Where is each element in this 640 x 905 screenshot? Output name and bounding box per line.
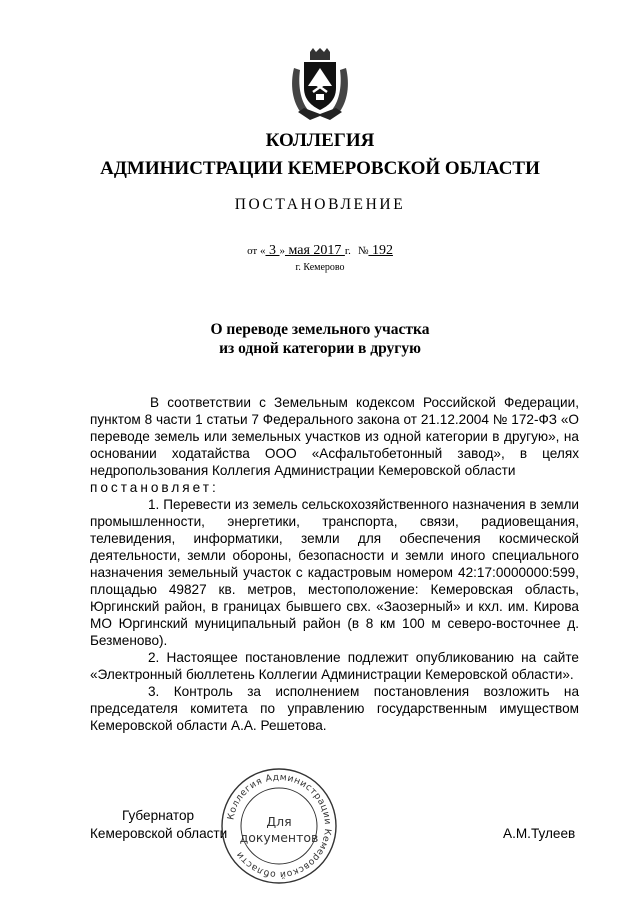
date-prefix: от « [247,245,266,257]
org-name-line1: КОЛЛЕГИЯ [265,130,375,151]
number-sign: № [357,245,369,257]
date-month-year: мая 2017 [284,243,345,258]
signer-title-line2: Кемеровской области [90,826,228,841]
subject-line2: из одной категории в другую [219,340,421,357]
stamp-ring-text: Коллегия Администрации Кемеровской области [225,771,334,881]
date-year-suffix: г. [344,245,351,257]
stamp-center-line2: документов [239,830,319,845]
signer-name: А.М.Тулеев [503,826,576,841]
official-stamp [219,766,339,886]
document-city: г. Кемерово [295,262,345,273]
item-3-paragraph: 3. Контроль за исполнением постановления возложить на председателя комитета по управлению государственным имуществом Кемеровской области А.А. Решетова. [90,684,579,733]
document-number: 192 [368,243,393,258]
coat-of-arms-icon [288,48,352,126]
date-quote-close: » [279,245,285,257]
stamp-center-line1: Для [266,814,292,829]
signer-title-line1: Губернатор [122,808,195,823]
document-body [90,394,579,734]
item-1-paragraph: 1. Перевести из земель сельскохозяйственного назначения в земли промышленности, энергетики, транспорта, связи, радиовещания, телевидения, информатики, земли для обеспечения космической деятельности, земли обороны, безопасности и земли иного специального назначения земельный участок с кадастровым номером 42:17:0000000:599, площадью 49827 кв. метров, местоположение: Кемеровская область, Юргинский район, в границах бывшего свх. «Заозерный» и кхл. им. Кирова МО Юргинский муниципальный район (в 8 км 100 м северо-восточнее д. Безменово). [90,497,579,648]
item-2-paragraph: 2. Настоящее постановление подлежит опубликованию на сайте «Электронный бюллетень Коллегии Администрации Кемеровской области». [90,650,579,682]
subject-line1: О переводе земельного участка [210,321,430,338]
date-day: 3 [265,243,280,258]
document-type-title: ПОСТАНОВЛЕНИЕ [234,196,406,213]
document-date-number [0,243,640,259]
org-name-line2: АДМИНИСТРАЦИИ КЕМЕРОВСКОЙ ОБЛАСТИ [100,158,540,179]
document-subject [0,320,640,358]
preamble-paragraph: В соответствии с Земельным кодексом Российской Федерации, пунктом 8 части 1 статьи 7 Федерального закона от 21.12.2004 № 172-ФЗ «О переводе земель или земельных участков из одной категории в другую», на основании ходатайства ООО «Асфальтобетонный завод», в целях недропользования Коллегия Администрации Кемеровской области [90,395,579,478]
decree-word: постановляет: [90,480,219,495]
